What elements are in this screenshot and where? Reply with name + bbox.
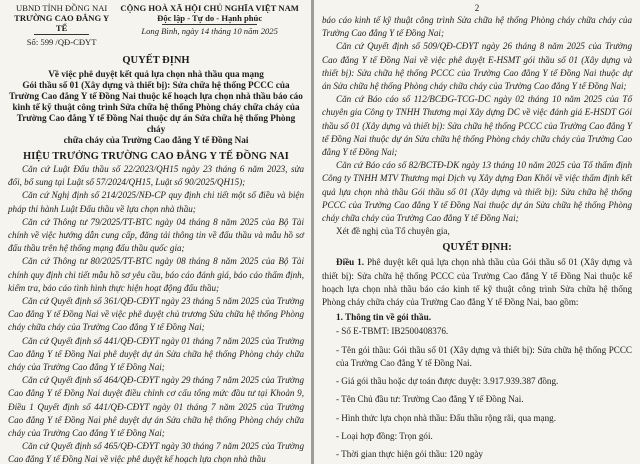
legal-basis-paragraph: Căn cứ Nghị định số 214/2025/NĐ-CP quy định chi tiết một số điều và biện pháp thi hành Luật Đấu thầu về lựa chọn nhà thầu;: [8, 190, 304, 214]
legal-basis-paragraph: Căn cứ Luật Đấu thầu số 22/2023/QH15 ngày 23 tháng 6 năm 2023, sửa đổi, bổ sung tại Luật số 57/2024/QH15, Luật số 90/2025/QH15);: [8, 164, 304, 188]
section-package-info: 1. Thông tin về gói thầu.: [336, 312, 432, 323]
document-header: [8, 3, 304, 47]
page-number: 2: [474, 3, 480, 13]
legal-basis-paragraph: Căn cứ Báo cáo số 82/BCTĐ-DK ngày 13 tháng 10 năm 2025 của Tổ thẩm định Công ty TNHH MTV Thương mại Dịch vụ Xây dựng Đan Khôi về việc thẩm định kết quả lựa chọn nhà thầu Gói thầu số 01 (Xây dựng và thiết bị): Sửa chữa hệ thống PCCC của Trường Cao đẳng Y tế Đồng Nai thuộc dự án Sửa chữa hệ thống Phòng cháy chữa cháy của Trường Cao đẳng Y tế Đồng Nai;: [322, 160, 632, 224]
legal-basis-paragraph: Căn cứ Quyết định số 464/QĐ-CĐYT ngày 29 tháng 7 năm 2025 của Trường Cao đẳng Y tế Đồng Nai duyệt điều chỉnh cơ cấu tổng mức đầu tư tại Khoản 9, Điều 1 Quyết định số 441/QĐ-CĐYT ngày 01 tháng 7 năm 2025 của Trường Cao đẳng Y tế Đồng Nai phê duyệt dự án Sửa chữa hệ thống Phòng cháy chữa cháy của Trường Cao đẳng Y tế Đồng Nai;: [8, 375, 304, 439]
nation-title: CỘNG HOÀ XÃ HỘI CHỦ NGHĨA VIỆT NAM: [120, 3, 299, 13]
document-number: Số: 599 /QĐ-CĐYT: [26, 37, 97, 47]
national-motto: Độc lập - Tự do - Hạnh phúc: [157, 13, 263, 23]
legal-basis-paragraph: Căn cứ Quyết định số 465/QĐ-CĐYT ngày 30 tháng 7 năm 2025 của Trường Cao đẳng Y tế Đồng Nai về việc phê duyệt kế hoạch lựa chọn nhà thầu: [8, 441, 304, 464]
agency-parent: UBND TỈNH ĐỒNG NAI: [16, 3, 108, 13]
document-page-1: [0, 0, 311, 464]
legal-basis-paragraph: Căn cứ Quyết định số 441/QĐ-CĐYT ngày 01 tháng 7 năm 2025 của Trường Cao đẳng Y tế Đồng Nai phê duyệt dự án Sửa chữa hệ thống Phòng cháy chữa cháy của Trường Cao đẳng Y tế Đồng Nai;: [8, 335, 304, 373]
issuing-agency: [8, 3, 115, 47]
decides-heading: QUYẾT ĐỊNH:: [442, 242, 512, 254]
article-1: [322, 256, 632, 309]
decision-title: QUYẾT ĐỊNH: [122, 55, 190, 66]
package-info-item: - Loại hợp đồng: Trọn gói.: [336, 431, 433, 442]
legal-basis-paragraph: báo cáo kinh tế kỹ thuật công trình Sửa chữa hệ thống Phòng cháy chữa cháy của Trường Cao đẳng Y tế Đồng Nai;: [322, 15, 632, 39]
package-info-item: - Tên Chủ đầu tư: Trường Cao đẳng Y tế Đồng Nai.: [336, 394, 524, 405]
agency-name: TRƯỜNG CAO ĐẲNG Y TẾ: [14, 13, 110, 33]
decision-subject: [8, 69, 304, 146]
subject-line: chữa cháy của Trường Cao đẳng Y tế Đồng Nai: [63, 135, 249, 145]
document-page-2: [314, 0, 640, 464]
agency-divider: [34, 34, 89, 35]
national-heading: [115, 3, 304, 47]
package-info-item: - Thời gian thực hiện gói thầu: 120 ngày: [336, 449, 483, 460]
package-info-item: - Hình thức lựa chọn nhà thầu: Đấu thầu rộng rãi, qua mạng.: [336, 412, 556, 423]
legal-basis-paragraph: Căn cứ Quyết định số 509/QĐ-CĐYT ngày 26 tháng 8 năm 2025 của Trường Cao đẳng Y tế Đồng Nai về việc phê duyệt E-HSMT gói thầu số 01 (Xây dựng và thiết bị): Sửa chữa hệ thống PCCC của Trường Cao đẳng Y tế Đồng Nai thuộc dự án Sửa chữa hệ thống Phòng cháy chữa cháy của Trường Cao đẳng Y tế Đồng Nai;: [322, 41, 632, 92]
subject-line: kinh tế kỹ thuật công trình Sửa chữa hệ thống Phòng cháy chữa cháy của: [12, 102, 300, 112]
legal-basis-paragraph: Căn cứ Thông tư 80/2025/TT-BTC ngày 08 tháng 8 năm 2025 của Bộ Tài chính quy định chi tiết mẫu hồ sơ yêu cầu, báo cáo đánh giá, báo cáo thẩm định, kiểm tra, báo cáo tình hình thực hiện hoạt động đấu thầu;: [8, 256, 304, 293]
article-1-label: Điều 1.: [336, 257, 364, 268]
legal-basis-paragraph: Căn cứ Quyết định số 361/QĐ-CĐYT ngày 23 tháng 5 năm 2025 của Trường Cao đẳng Y tế Đồng Nai về việc phê duyệt chủ trương Sửa chữa hệ thống Phòng cháy chữa cháy của Trường Cao đẳng Y tế Đồng Nai;: [8, 296, 304, 333]
place-date: Long Bình, ngày 14 tháng 10 năm 2025: [141, 26, 278, 36]
package-info-item: - Số E-TBMT: IB2500408376.: [336, 326, 449, 337]
proposal-line: Xét đề nghị của Tổ chuyên gia,: [336, 226, 450, 237]
package-info-item: - Tên gói thầu: Gói thầu số 01 (Xây dựng và thiết bị): Sửa chữa hệ thống PCCC của Trường Cao đẳng Y tế Đồng Nai.: [336, 344, 632, 368]
subject-line: Gói thầu số 01 (Xây dựng và thiết bị): Sửa chữa hệ thống PCCC của: [22, 80, 290, 90]
article-1-text: Phê duyệt kết quả lựa chọn nhà thầu của Gói thầu số 01 (Xây dựng và thiết bị): Sửa chữa hệ thống PCCC của Trường Cao đẳng Y tế Đồng Nai thuộc kế hoạch lựa chọn nhà thầu báo cáo kinh tế kỹ thuật công trình Sửa chữa hệ thống Phòng cháy chữa cháy của Trường Cao đẳng Y tế Đồng Nai, bao gồm:: [322, 257, 633, 308]
issuing-authority: HIỆU TRƯỞNG TRƯỜNG CAO ĐẲNG Y TẾ ĐỒNG NAI: [23, 151, 289, 162]
motto-divider: [162, 24, 257, 25]
subject-line: Trường Cao đẳng Y tế Đồng Nai thuộc dự án Sửa chữa hệ thống Phòng cháy: [16, 113, 296, 134]
legal-basis-paragraph: Căn cứ Thông tư 79/2025/TT-BTC ngày 04 tháng 8 năm 2025 của Bộ Tài chính về việc hướng dẫn cung cấp, đăng tải thông tin về đấu thầu và mẫu hồ sơ đấu thầu trên hệ thống mạng đấu thầu quốc gia;: [8, 216, 304, 254]
subject-line: Về việc phê duyệt kết quả lựa chọn nhà thầu qua mạng: [48, 69, 264, 79]
subject-line: Trường Cao đẳng Y tế Đồng Nai thuộc kế hoạch lựa chọn nhà thầu báo cáo: [9, 91, 303, 101]
package-info-item: - Giá gói thầu hoặc dự toán được duyệt: 3.917.939.387 đồng.: [336, 376, 559, 387]
legal-basis-paragraph: Căn cứ Báo cáo số 112/BCĐG-TCG-DC ngày 02 tháng 10 năm 2025 của Tổ chuyên gia Công ty TNHH Thương mại Xây dựng DC về việc đánh giá E-HSDT Gói thầu số 01 (Xây dựng và thiết bị): Sửa chữa hệ thống PCCC của Trường Cao đẳng Y tế Đồng Nai thuộc dự án Sửa chữa hệ thống Phòng cháy chữa cháy của Trường Cao đẳng Y tế Đồng Nai;: [322, 94, 632, 158]
